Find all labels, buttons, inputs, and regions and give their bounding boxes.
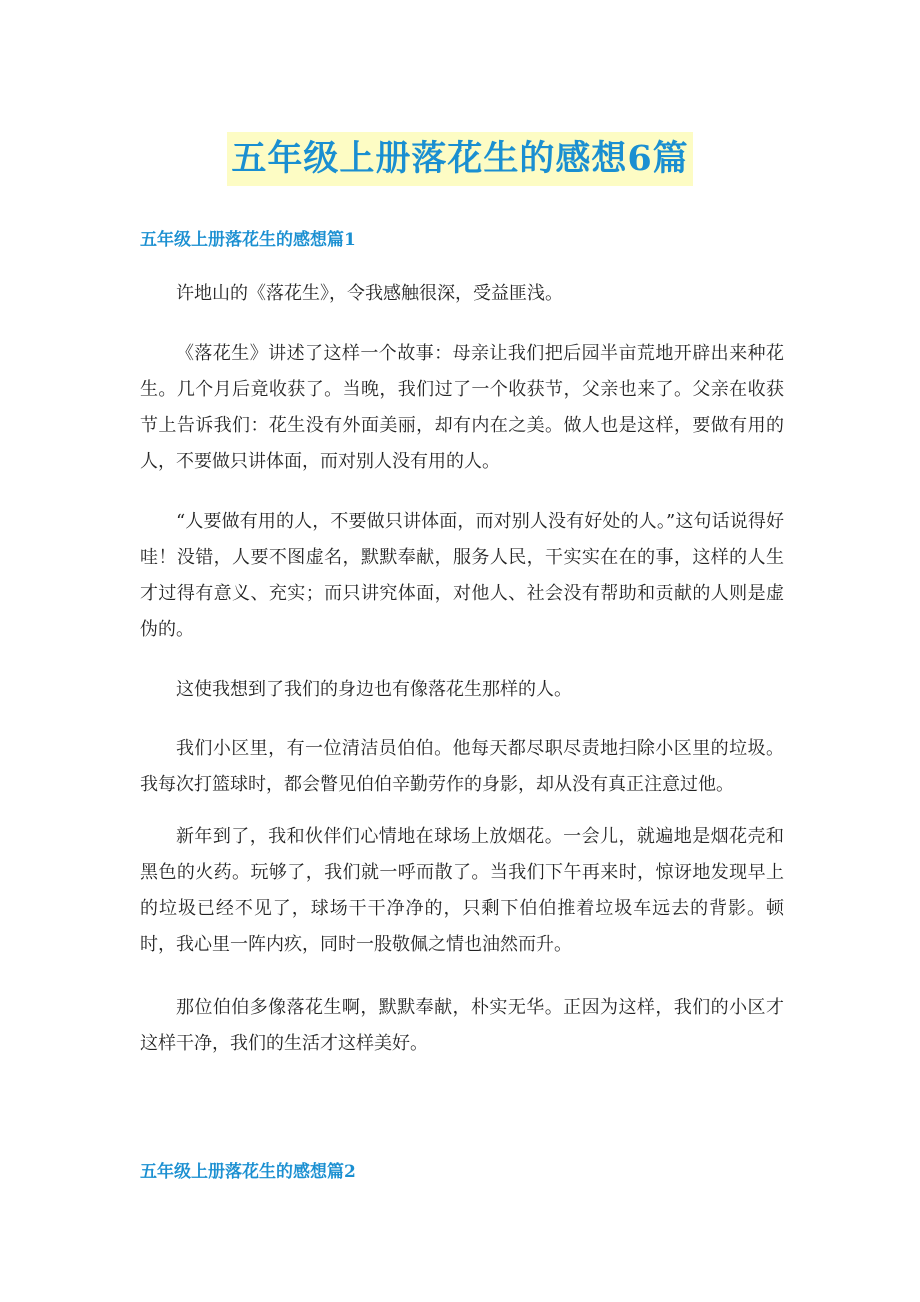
section-heading-1: 五年级上册落花生的感想篇1 <box>140 230 356 250</box>
paragraph: 那位伯伯多像落花生啊，默默奉献，朴实无华。正因为这样，我们的小区才这样干净，我们的生活才这样美好。 <box>140 997 784 1054</box>
title-container <box>0 132 920 186</box>
document-title: 五年级上册落花生的感想6篇 <box>227 132 692 186</box>
paragraph: 新年到了，我和伙伴们心情地在球场上放烟花。一会儿，就遍地是烟花壳和黑色的火药。玩够了，我们就一呼而散了。当我们下午再来时，惊讶地发现早上的垃圾已经不见了，球场干干净净的，只剩下伯伯推着垃圾车远去的背影。顿时，我心里一阵内疚，同时一股敬佩之情也油然而升。 <box>140 826 784 955</box>
paragraph: 《落花生》讲述了这样一个故事：母亲让我们把后园半亩荒地开辟出来种花生。几个月后竟收获了。当晚，我们过了一个收获节，父亲也来了。父亲在收获节上告诉我们：花生没有外面美丽，却有内在之美。做人也是这样，要做有用的人，不要做只讲体面，而对别人没有用的人。 <box>140 343 784 472</box>
paragraph: “人要做有用的人，不要做只讲体面，而对别人没有好处的人。”这句话说得好哇！没错，人要不图虚名，默默奉献，服务人民，干实实在在的事，这样的人生才过得有意义、充实；而只讲究体面，对他人、社会没有帮助和贡献的人则是虚伪的。 <box>140 511 784 640</box>
paragraph: 这使我想到了我们的身边也有像落花生那样的人。 <box>176 679 572 700</box>
paragraph: 许地山的《落花生》，令我感触很深，受益匪浅。 <box>176 283 563 304</box>
paragraph: 我们小区里，有一位清洁员伯伯。他每天都尽职尽责地扫除小区里的垃圾。我每次打篮球时，都会瞥见伯伯辛勤劳作的身影，却从没有真正注意过他。 <box>140 738 784 795</box>
section-heading-2: 五年级上册落花生的感想篇2 <box>140 1162 356 1182</box>
